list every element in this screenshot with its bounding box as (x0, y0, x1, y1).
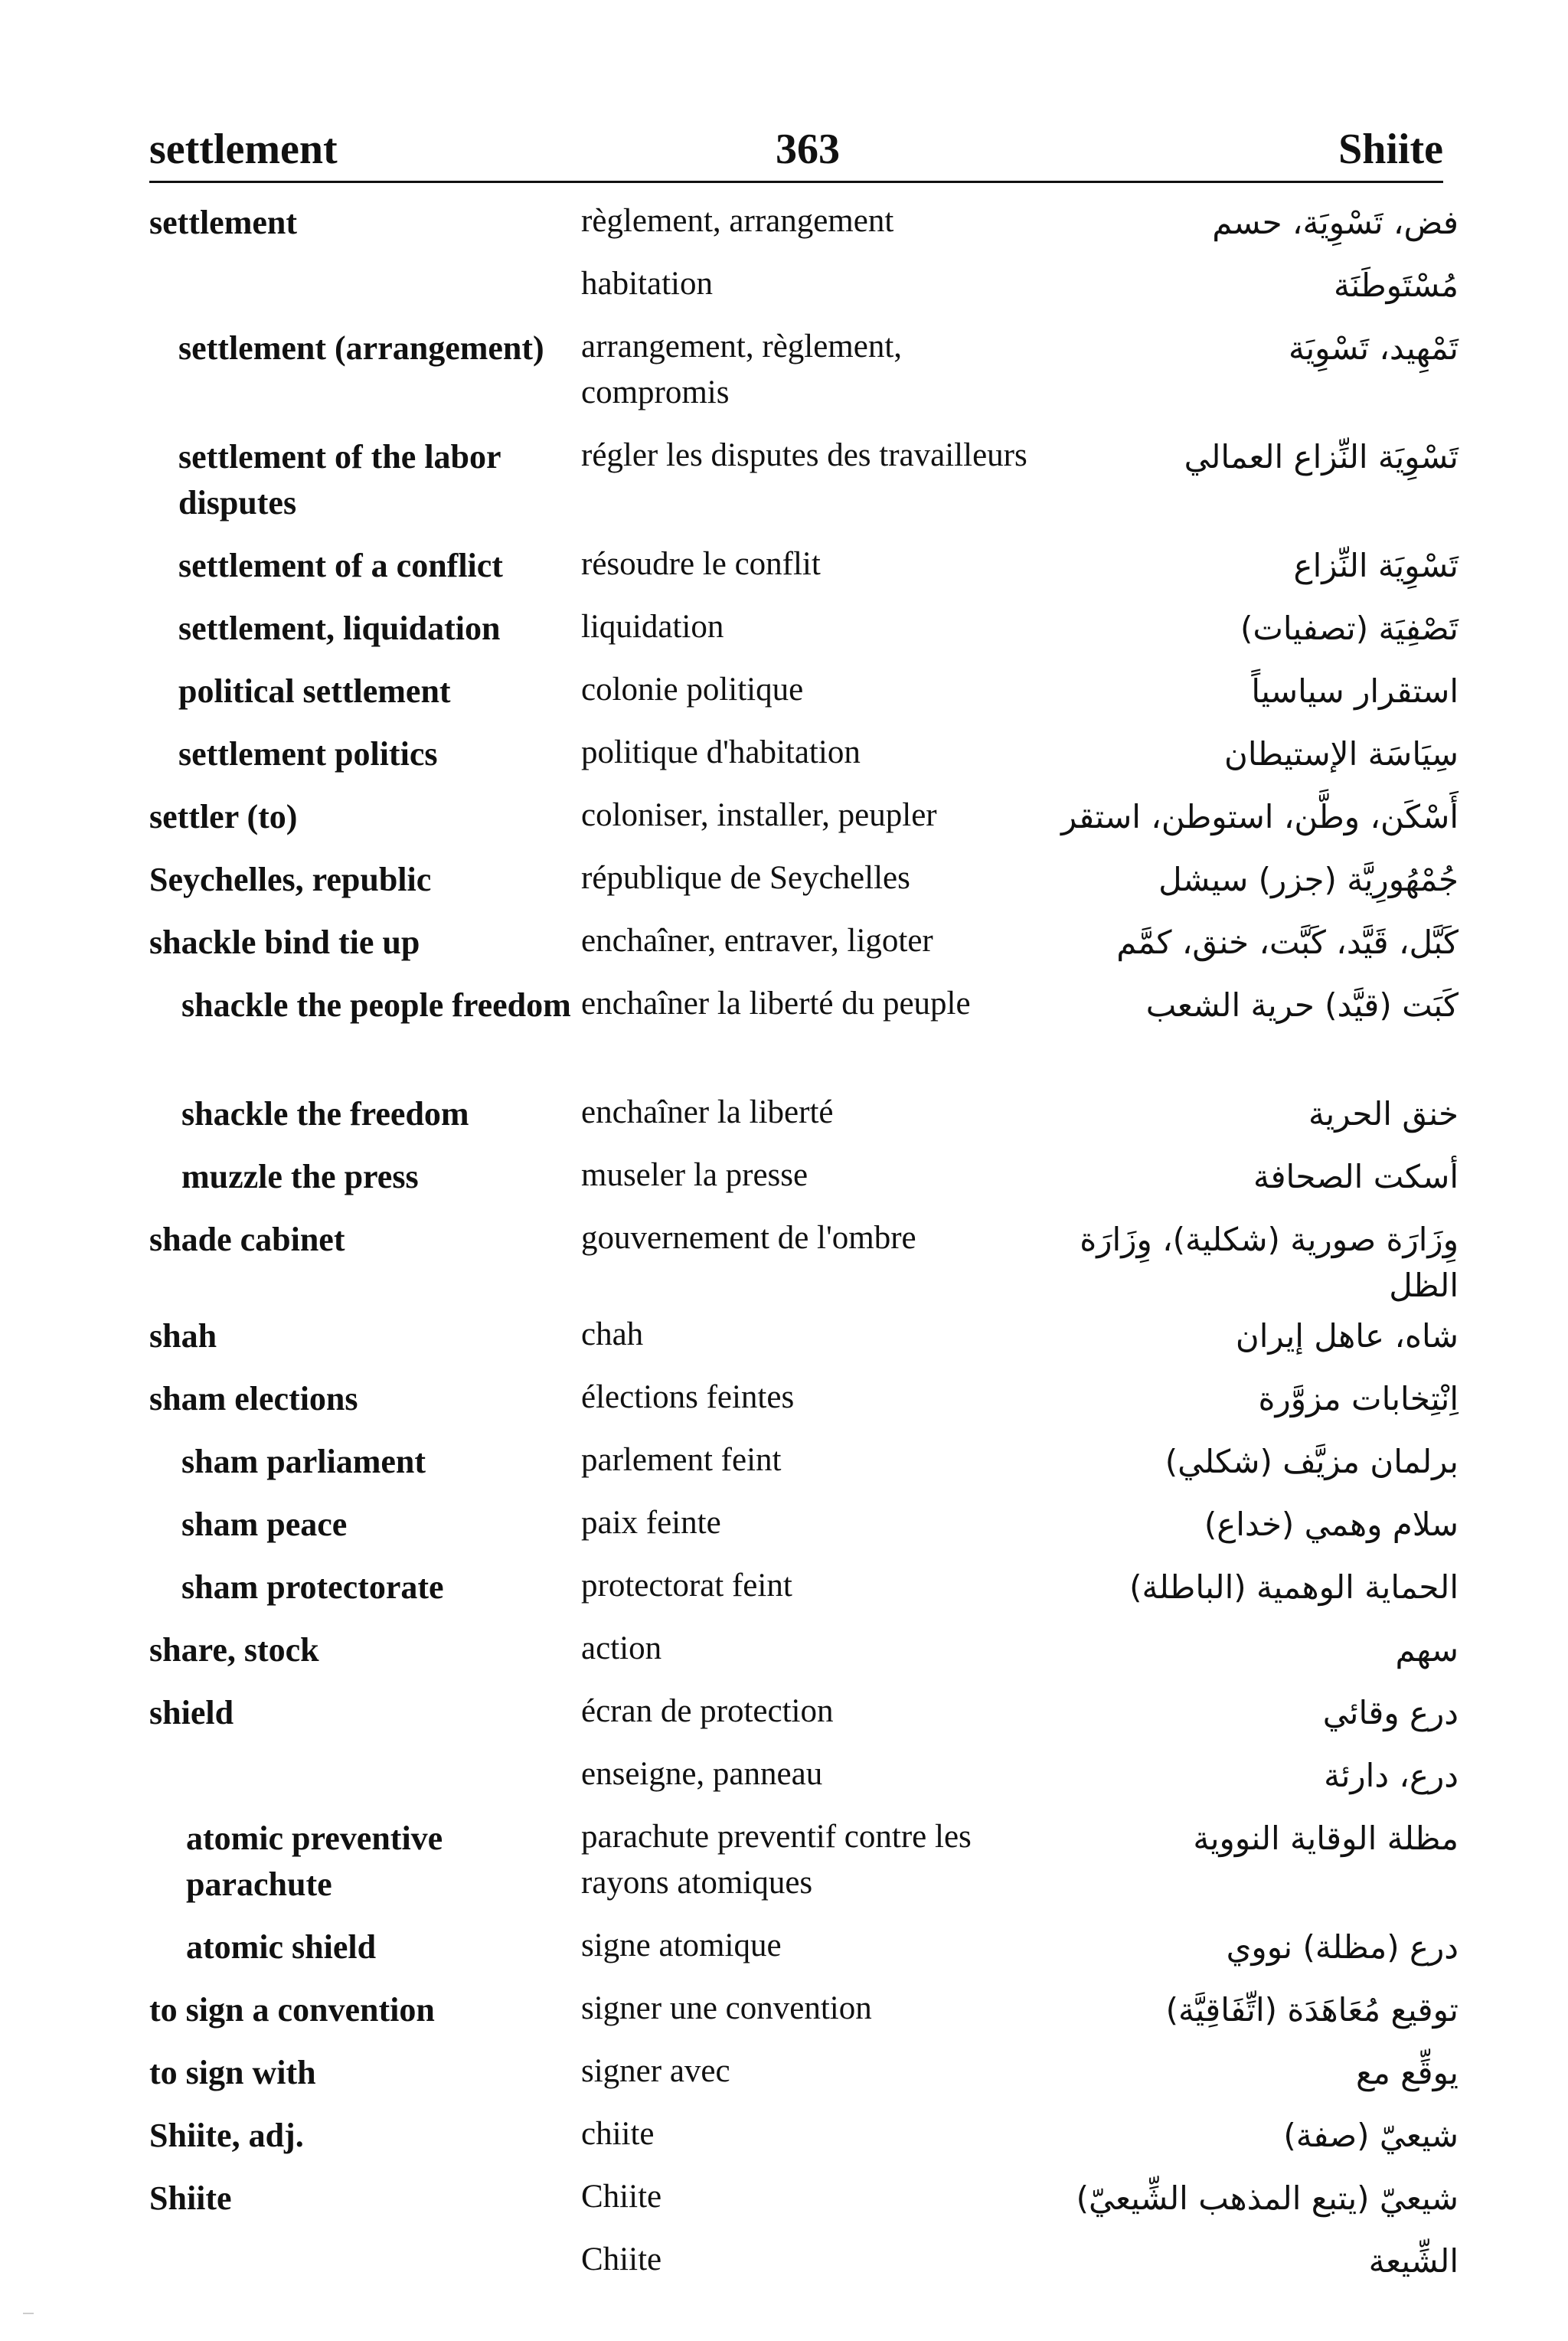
french-translation: enchaîner, entraver, ligoter (581, 923, 933, 959)
french-translation: paix feinte (581, 1505, 721, 1541)
french-translation: signer avec (581, 2053, 730, 2089)
english-term: settlement politics (178, 735, 438, 773)
arabic-translation: وِزَارَة صورية (شكلية)، وِزَارَة الظل (1080, 1221, 1459, 1304)
header-rule (149, 181, 1443, 183)
entry-row (149, 1149, 1459, 1212)
french-translation: Chiite (581, 2179, 662, 2215)
left-guide-word: settlement (149, 126, 338, 173)
entry-row (149, 664, 1459, 727)
entry-row (149, 1087, 1459, 1149)
arabic-translation: شيعيّ (صفة) (1283, 2117, 1459, 2154)
english-term (149, 1748, 578, 1753)
french-translation: résoudre le conflit (581, 546, 821, 582)
french-translation: signer une convention (581, 1990, 872, 2026)
arabic-translation: درع (مظلة) نووي (1226, 1928, 1459, 1966)
english-term: shah (149, 1317, 217, 1355)
french-translation: parachute preventif contre les rayons atomiques (581, 1819, 972, 1901)
arabic-translation: مظلة الوقاية النووية (1193, 1820, 1459, 1857)
arabic-translation: شاه، عاهل إيران (1235, 1317, 1459, 1355)
english-term: share, stock (149, 1631, 319, 1669)
entry-row (149, 321, 1459, 430)
english-term (149, 258, 578, 263)
entry-row (149, 430, 1459, 538)
french-translation: liquidation (581, 609, 724, 645)
english-term: sham parliament (181, 1443, 426, 1480)
entry-row (149, 978, 1459, 1087)
arabic-translation: مُسْتَوطَنَة (1334, 266, 1459, 304)
french-translation: enseigne, panneau (581, 1756, 823, 1792)
english-term: shield (149, 1694, 234, 1731)
arabic-translation: أَسْكَن، وطَّن، استوطن، استقر (1060, 798, 1459, 835)
french-translation: coloniser, installer, peupler (581, 797, 937, 833)
entry-row (149, 727, 1459, 790)
arabic-translation: اِنْتِخابات مزوَّرة (1258, 1380, 1459, 1417)
entry-row (149, 852, 1459, 915)
entry-row (149, 1560, 1459, 1623)
page-number: 363 (776, 126, 840, 173)
arabic-translation: كَبَت (قيَّد) حرية الشعب (1145, 986, 1459, 1024)
entry-row (149, 2045, 1459, 2108)
french-translation: chiite (581, 2116, 655, 2152)
english-term: shackle the people freedom (181, 986, 571, 1024)
arabic-translation: الحماية الوهمية (الباطلة) (1129, 1568, 1459, 1606)
english-term: shackle bind tie up (149, 924, 420, 961)
arabic-translation: درع وقائي (1322, 1694, 1459, 1731)
arabic-translation: الشِّيعة (1368, 2242, 1459, 2280)
french-translation: museler la presse (581, 1157, 808, 1193)
english-term: sham elections (149, 1380, 358, 1417)
french-translation: régler les disputes des travailleurs (581, 437, 1027, 473)
english-term: to sign a convention (149, 1991, 435, 2029)
english-term: atomic preventive parachute (186, 1820, 443, 1903)
french-translation: chah (581, 1316, 644, 1352)
arabic-translation: سِيَاسَة الإستيطان (1224, 735, 1459, 773)
scan-mark (23, 2313, 34, 2314)
english-term: political settlement (178, 672, 451, 710)
english-term: sham protectorate (181, 1568, 444, 1606)
arabic-translation: أسكت الصحافة (1253, 1158, 1459, 1195)
entry-row (149, 258, 1459, 321)
arabic-translation: شيعيّ (يتبع المذهب الشِّيعيّ) (1076, 2179, 1459, 2217)
entry-row (149, 915, 1459, 978)
arabic-translation: سهم (1395, 1631, 1459, 1669)
french-translation: habitation (581, 266, 713, 302)
arabic-translation: درع، دارئة (1324, 1757, 1459, 1794)
entry-row (149, 1623, 1459, 1685)
arabic-translation: كَبَّل، قَيَّد، كَبَّت، خنق، كمَّم (1116, 924, 1459, 961)
french-translation: gouvernement de l'ombre (581, 1220, 916, 1256)
french-translation: parlement feint (581, 1442, 782, 1478)
french-translation: signe atomique (581, 1927, 782, 1963)
english-term: settler (to) (149, 798, 298, 835)
english-term: atomic shield (186, 1928, 377, 1966)
french-translation: règlement, arrangement (581, 203, 894, 239)
page-header (149, 123, 1443, 185)
english-term: settlement, liquidation (178, 610, 501, 647)
arabic-translation: برلمان مزيَّف (شكلي) (1165, 1443, 1459, 1480)
entry-row (149, 2234, 1459, 2297)
french-translation: politique d'habitation (581, 734, 861, 770)
french-translation: enchaîner la liberté (581, 1094, 834, 1130)
arabic-translation: سلام وهمي (خداع) (1204, 1506, 1459, 1543)
arabic-translation: خنق الحرية (1308, 1095, 1459, 1133)
english-term: settlement of the labor disputes (178, 438, 501, 521)
english-term: muzzle the press (181, 1158, 419, 1195)
french-translation: protectorat feint (581, 1568, 792, 1604)
french-translation: colonie politique (581, 672, 804, 708)
french-translation: arrangement, règlement, compromis (581, 329, 903, 410)
english-term: shade cabinet (149, 1221, 345, 1258)
english-term: to sign with (149, 2054, 316, 2091)
entry-row (149, 601, 1459, 664)
entry-row (149, 1811, 1459, 1920)
entry-row (149, 2171, 1459, 2234)
arabic-translation: تَصْفِيَة (تصفيات) (1240, 610, 1459, 647)
french-translation: action (581, 1630, 662, 1666)
entry-row (149, 1497, 1459, 1560)
english-term: settlement of a conflict (178, 547, 503, 584)
arabic-translation: يوقِّع مع (1355, 2054, 1459, 2091)
arabic-translation: استقرار سياسياً (1251, 672, 1459, 710)
entry-row (149, 1748, 1459, 1811)
english-term: settlement (arrangement) (178, 329, 544, 367)
english-term: sham peace (181, 1506, 348, 1543)
entry-row (149, 2108, 1459, 2171)
entry-row (149, 538, 1459, 601)
entry-row (149, 1983, 1459, 2045)
arabic-translation: تَسْوِيَة النِّزاع العمالي (1184, 438, 1459, 476)
french-translation: Chiite (581, 2241, 662, 2277)
right-guide-word: Shiite (1338, 126, 1443, 173)
english-term: Shiite, adj. (149, 2117, 304, 2154)
arabic-translation: توقيع مُعَاهَدَة (اتِّفَاقِيَّة) (1165, 1991, 1459, 2029)
english-term: settlement (149, 204, 298, 241)
french-translation: écran de protection (581, 1693, 834, 1729)
entry-row (149, 1434, 1459, 1497)
entry-row (149, 1212, 1459, 1309)
french-translation: élections feintes (581, 1379, 795, 1415)
english-term: Shiite (149, 2179, 232, 2217)
entry-row (149, 1372, 1459, 1434)
entry-row (149, 790, 1459, 852)
french-translation: enchaîner la liberté du peuple (581, 986, 971, 1022)
french-translation: république de Seychelles (581, 860, 910, 896)
entry-row (149, 195, 1459, 258)
entry-row (149, 1920, 1459, 1983)
arabic-translation: جُمْهُورِيَّة (جزر) سيشل (1158, 861, 1459, 898)
english-term (149, 2234, 578, 2238)
arabic-translation: تَمْهِيد، تَسْوِيَة (1288, 329, 1459, 367)
arabic-translation: فض، تَسْوِيَة، حسم (1212, 204, 1459, 241)
english-term: shackle the freedom (181, 1095, 469, 1133)
entry-row (149, 1309, 1459, 1372)
english-term: Seychelles, republic (149, 861, 432, 898)
dictionary-entries (149, 195, 1459, 2297)
arabic-translation: تَسْوِيَة النِّزاع (1293, 547, 1459, 584)
entry-row (149, 1685, 1459, 1748)
